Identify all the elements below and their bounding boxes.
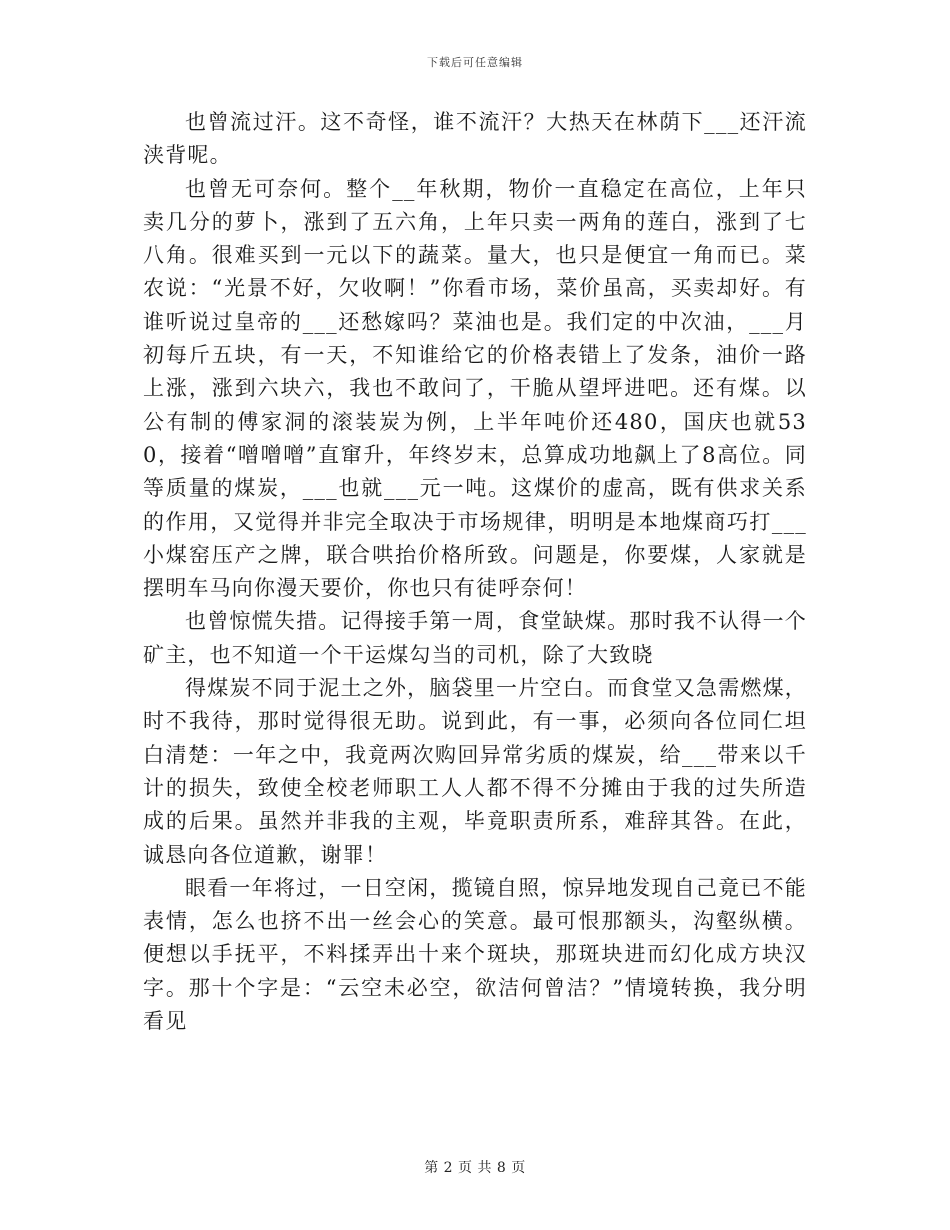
page-number: 第 2 页 共 8 页 [424, 1160, 526, 1176]
document-body [143, 106, 807, 1038]
paragraph: 得煤炭不同于泥土之外，脑袋里一片空白。而食堂又急需燃煤，时不我待，那时觉得很无助。说到此，有一事，必须向各位同仁坦白清楚：一年之中，我竟两次购回异常劣质的煤炭，给___带来以千计的损失，致使全校老师职工人人都不得不分摊由于我的过失所造成的后果。虽然并非我的主观，毕竟职责所系，难辞其咎。在此，诚恳向各位道歉，谢罪！ [143, 676, 807, 867]
paragraph: 也曾惊慌失措。记得接手第一周，食堂缺煤。那时我不认得一个矿主，也不知道一个干运煤勾当的司机，除了大致晓 [143, 609, 807, 667]
paragraph: 眼看一年将过，一日空闲，揽镜自照，惊异地发现自己竟已不能表情，怎么也挤不出一丝会心的笑意。最可恨那额头，沟壑纵横。便想以手抚平，不料揉弄出十来个斑块，那斑块进而幻化成方块汉字。那十个字是：“云空未必空，欲洁何曾洁？”情境转换，我分明看见 [143, 875, 807, 1034]
page-header: 下载后可任意编辑 [427, 56, 523, 69]
paragraph: 也曾流过汗。这不奇怪，谁不流汗？大热天在林荫下___还汗流浃背呢。 [143, 110, 807, 168]
paragraph: 也曾无可奈何。整个__年秋期，物价一直稳定在高位，上年只卖几分的萝卜，涨到了五六角，上年只卖一两角的莲白，涨到了七八角。很难买到一元以下的蔬菜。量大，也只是便宜一角而已。菜农说：“光景不好，欠收啊！”你看市场，菜价虽高，买卖却好。有谁听说过皇帝的___还愁嫁吗？菜油也是。我们定的中次油，___月初每斤五块，有一天，不知谁给它的价格表错上了发条，油价一路上涨，涨到六块六，我也不敢问了，干脆从望坪进吧。还有煤。以公有制的傅家洞的滚装炭为例，上半年吨价还480，国庆也就530，接着“噌噌噌”直窜升，年终岁末，总算成功地飙上了8高位。同等质量的煤炭，___也就___元一吨。这煤价的虚高，既有供求关系的作用，又觉得并非完全取决于市场规律，明明是本地煤商巧打___小煤窑压产之牌，联合哄抬价格所致。问题是，你要煤，人家就是摆明车马向你漫天要价，你也只有徒呼奈何！ [143, 176, 807, 601]
